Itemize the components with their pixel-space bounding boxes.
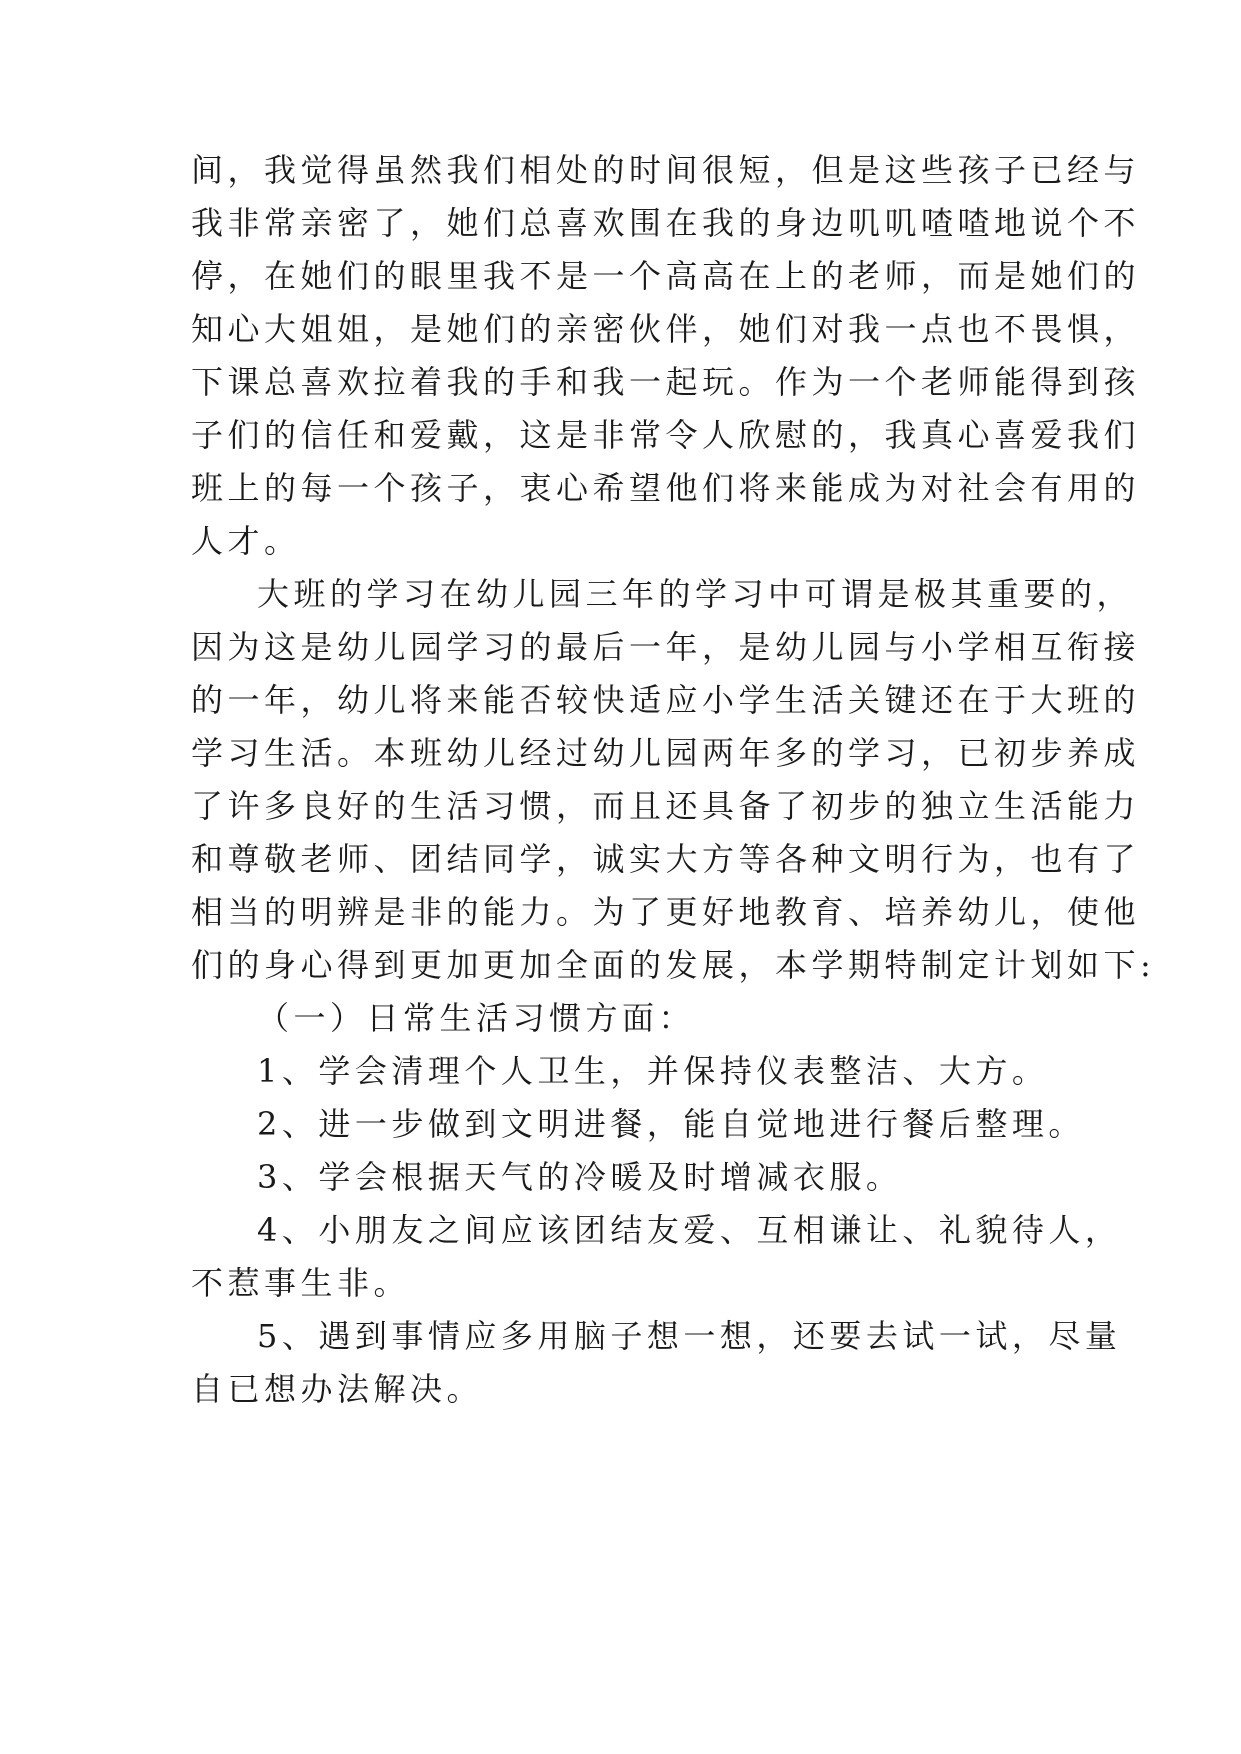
- text-line: 停，在她们的眼里我不是一个高高在上的老师，而是她们的: [191, 257, 1141, 295]
- text-line: 因为这是幼儿园学习的最后一年，是幼儿园与小学相互衔接: [191, 628, 1141, 666]
- list-item-continuation: 自已想办法解决。: [191, 1370, 484, 1408]
- list-item: 2、进一步做到文明进餐，能自觉地进行餐后整理。: [257, 1105, 1085, 1143]
- text-line: 学习生活。本班幼儿经过幼儿园两年多的学习，已初步养成: [191, 734, 1141, 772]
- text-line: 人才。: [191, 522, 301, 560]
- list-item-continuation: 不惹事生非。: [191, 1264, 411, 1302]
- text-line: 下课总喜欢拉着我的手和我一起玩。作为一个老师能得到孩: [191, 363, 1141, 401]
- text-line: 们的身心得到更加更加全面的发展，本学期特制定计划如下:: [191, 946, 1156, 984]
- text-line: 班上的每一个孩子，衷心希望他们将来能成为对社会有用的: [191, 469, 1141, 507]
- text-line: 和尊敬老师、团结同学，诚实大方等各种文明行为，也有了: [191, 840, 1141, 878]
- list-item: 3、学会根据天气的冷暖及时增减衣服。: [257, 1158, 903, 1196]
- text-line: 间，我觉得虽然我们相处的时间很短，但是这些孩子已经与: [191, 151, 1141, 189]
- text-line: 子们的信任和爱戴，这是非常令人欣慰的，我真心喜爱我们: [191, 416, 1141, 454]
- text-line: 的一年，幼儿将来能否较快适应小学生活关键还在于大班的: [191, 681, 1141, 719]
- list-item: 1、学会清理个人卫生，并保持仪表整洁、大方。: [257, 1052, 1049, 1090]
- text-line: 了许多良好的生活习惯，而且还具备了初步的独立生活能力: [191, 787, 1141, 825]
- paragraph-first-line: 大班的学习在幼儿园三年的学习中可谓是极其重要的，: [257, 575, 1134, 613]
- section-heading: （一）日常生活习惯方面：: [257, 999, 696, 1037]
- list-item: 4、小朋友之间应该团结友爱、互相谦让、礼貌待人，: [257, 1211, 1122, 1249]
- list-item: 5、遇到事情应多用脑子想一想，还要去试一试，尽量: [257, 1317, 1122, 1355]
- text-line: 我非常亲密了，她们总喜欢围在我的身边叽叽喳喳地说个不: [191, 204, 1141, 242]
- text-line: 相当的明辨是非的能力。为了更好地教育、培养幼儿，使他: [191, 893, 1141, 931]
- text-line: 知心大姐姐，是她们的亲密伙伴，她们对我一点也不畏惧，: [191, 310, 1141, 348]
